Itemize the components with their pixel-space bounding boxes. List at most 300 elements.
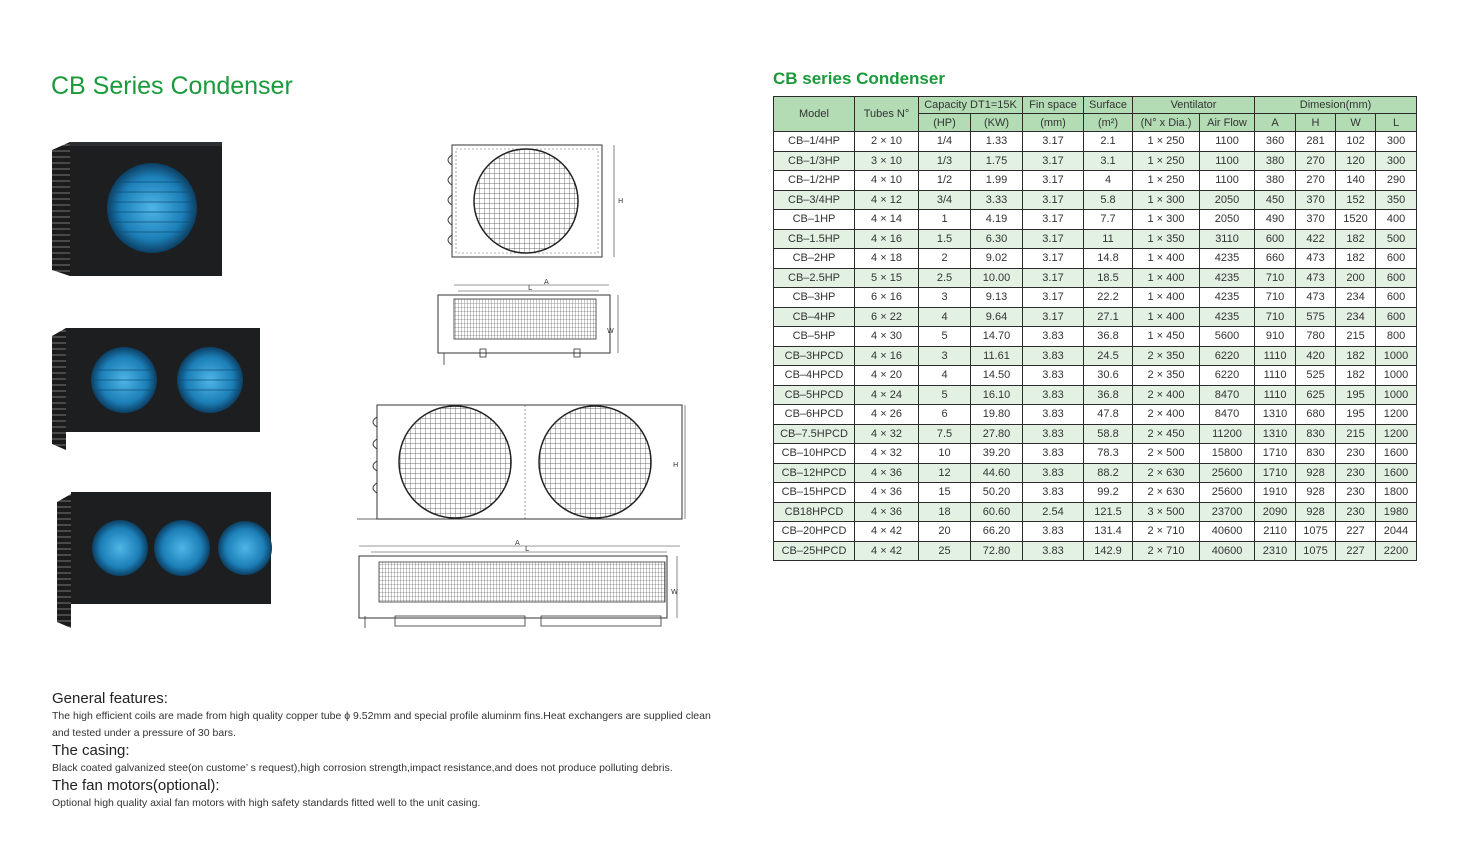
dim-label-a: A bbox=[515, 540, 520, 547]
subheader-h: H bbox=[1296, 114, 1336, 132]
table-cell: 1600 bbox=[1376, 463, 1417, 483]
subheader-w: W bbox=[1336, 114, 1376, 132]
table-cell: 380 bbox=[1255, 171, 1296, 191]
table-cell: 6220 bbox=[1200, 366, 1255, 386]
table-cell: 4235 bbox=[1200, 288, 1255, 308]
table-cell: 40600 bbox=[1200, 541, 1255, 561]
table-cell: 300 bbox=[1376, 151, 1417, 171]
table-cell: 1100 bbox=[1200, 151, 1255, 171]
table-cell: CB–1/4HP bbox=[774, 132, 855, 152]
table-cell: 928 bbox=[1296, 463, 1336, 483]
table-cell: 14.70 bbox=[971, 327, 1023, 347]
table-cell: 25 bbox=[919, 541, 971, 561]
table-cell: 10 bbox=[919, 444, 971, 464]
table-cell: 3 bbox=[919, 288, 971, 308]
table-cell: 1310 bbox=[1255, 424, 1296, 444]
table-row bbox=[774, 366, 1417, 386]
table-cell: 1 × 400 bbox=[1133, 268, 1200, 288]
double-fan-front-drawing bbox=[355, 403, 690, 525]
table-cell: 600 bbox=[1376, 268, 1417, 288]
table-cell: 600 bbox=[1376, 288, 1417, 308]
table-cell: 16.10 bbox=[971, 385, 1023, 405]
table-cell: 3.83 bbox=[1023, 366, 1084, 386]
table-cell: CB–4HPCD bbox=[774, 366, 855, 386]
table-cell: 4 × 30 bbox=[855, 327, 919, 347]
table-cell: 2.54 bbox=[1023, 502, 1084, 522]
feature-heading-fan-motors: The fan motors(optional): bbox=[52, 777, 220, 794]
table-cell: 3.83 bbox=[1023, 463, 1084, 483]
table-cell: 350 bbox=[1376, 190, 1417, 210]
table-cell: 1.33 bbox=[971, 132, 1023, 152]
table-cell: 270 bbox=[1296, 151, 1336, 171]
table-cell: 227 bbox=[1336, 522, 1376, 542]
table-cell: 3.17 bbox=[1023, 132, 1084, 152]
table-cell: 234 bbox=[1336, 288, 1376, 308]
table-cell: 182 bbox=[1336, 346, 1376, 366]
table-cell: 1910 bbox=[1255, 483, 1296, 503]
table-title: CB series Condenser bbox=[773, 69, 945, 88]
table-cell: 25600 bbox=[1200, 463, 1255, 483]
table-cell: 1 × 400 bbox=[1133, 249, 1200, 269]
table-cell: 1200 bbox=[1376, 405, 1417, 425]
table-cell: 4 bbox=[919, 366, 971, 386]
table-cell: 24.5 bbox=[1084, 346, 1133, 366]
table-cell: 6220 bbox=[1200, 346, 1255, 366]
table-cell: 195 bbox=[1336, 405, 1376, 425]
table-cell: CB–2HP bbox=[774, 249, 855, 269]
subheader-hp: (HP) bbox=[919, 114, 971, 132]
table-cell: 44.60 bbox=[971, 463, 1023, 483]
table-cell: 710 bbox=[1255, 307, 1296, 327]
table-cell: 22.2 bbox=[1084, 288, 1133, 308]
table-cell: 3.83 bbox=[1023, 346, 1084, 366]
table-cell: 40600 bbox=[1200, 522, 1255, 542]
table-cell: 1310 bbox=[1255, 405, 1296, 425]
header-surface: Surface bbox=[1084, 97, 1133, 114]
table-cell: 1100 bbox=[1200, 171, 1255, 191]
table-cell: 1000 bbox=[1376, 346, 1417, 366]
table-cell: 1/4 bbox=[919, 132, 971, 152]
table-cell: 5 × 15 bbox=[855, 268, 919, 288]
table-cell: 4 × 12 bbox=[855, 190, 919, 210]
table-row bbox=[774, 151, 1417, 171]
table-cell: 420 bbox=[1296, 346, 1336, 366]
table-cell: 5600 bbox=[1200, 327, 1255, 347]
table-cell: 47.8 bbox=[1084, 405, 1133, 425]
table-cell: 3.83 bbox=[1023, 385, 1084, 405]
table-row bbox=[774, 268, 1417, 288]
table-cell: CB–5HP bbox=[774, 327, 855, 347]
table-cell: 2044 bbox=[1376, 522, 1417, 542]
table-row bbox=[774, 463, 1417, 483]
table-cell: CB–3HPCD bbox=[774, 346, 855, 366]
table-row bbox=[774, 444, 1417, 464]
table-cell: 4 × 36 bbox=[855, 483, 919, 503]
table-cell: 142.9 bbox=[1084, 541, 1133, 561]
table-cell: 910 bbox=[1255, 327, 1296, 347]
table-body bbox=[774, 132, 1417, 561]
table-cell: 1000 bbox=[1376, 366, 1417, 386]
table-cell: 290 bbox=[1376, 171, 1417, 191]
table-row bbox=[774, 132, 1417, 152]
table-cell: 4 × 24 bbox=[855, 385, 919, 405]
table-cell: 182 bbox=[1336, 229, 1376, 249]
table-cell: 1075 bbox=[1296, 541, 1336, 561]
table-cell: 39.20 bbox=[971, 444, 1023, 464]
table-cell: 2 × 350 bbox=[1133, 346, 1200, 366]
table-cell: 1600 bbox=[1376, 444, 1417, 464]
table-cell: 370 bbox=[1296, 210, 1336, 230]
table-cell: 5 bbox=[919, 385, 971, 405]
table-row bbox=[774, 171, 1417, 191]
dim-label-l: L bbox=[525, 545, 529, 553]
table-cell: CB–3/4HP bbox=[774, 190, 855, 210]
feature-text-fan-motors: Optional high quality axial fan motors with high safety standards fitted well to the unit casing. bbox=[52, 797, 481, 809]
table-row bbox=[774, 424, 1417, 444]
table-cell: 1710 bbox=[1255, 463, 1296, 483]
table-cell: 12 bbox=[919, 463, 971, 483]
table-cell: CB–2.5HP bbox=[774, 268, 855, 288]
table-cell: 473 bbox=[1296, 268, 1336, 288]
table-cell: 195 bbox=[1336, 385, 1376, 405]
table-cell: 1 × 300 bbox=[1133, 210, 1200, 230]
table-cell: 1800 bbox=[1376, 483, 1417, 503]
table-cell: 6 × 22 bbox=[855, 307, 919, 327]
table-row bbox=[774, 210, 1417, 230]
table-cell: 20 bbox=[919, 522, 971, 542]
table-cell: 4 × 18 bbox=[855, 249, 919, 269]
table-cell: 25600 bbox=[1200, 483, 1255, 503]
table-cell: 1200 bbox=[1376, 424, 1417, 444]
table-cell: CB–7.5HPCD bbox=[774, 424, 855, 444]
table-cell: 928 bbox=[1296, 483, 1336, 503]
table-cell: 473 bbox=[1296, 249, 1336, 269]
table-cell: 9.02 bbox=[971, 249, 1023, 269]
dim-label-h: H bbox=[618, 197, 624, 205]
table-cell: 15800 bbox=[1200, 444, 1255, 464]
table-cell: 60.60 bbox=[971, 502, 1023, 522]
table-row bbox=[774, 307, 1417, 327]
table-cell: 30.6 bbox=[1084, 366, 1133, 386]
specification-table bbox=[773, 96, 1417, 561]
table-cell: 2.1 bbox=[1084, 132, 1133, 152]
table-cell: 27.80 bbox=[971, 424, 1023, 444]
page-title: CB Series Condenser bbox=[51, 72, 293, 100]
table-cell: 18 bbox=[919, 502, 971, 522]
table-cell: 9.64 bbox=[971, 307, 1023, 327]
table-cell: 4 bbox=[1084, 171, 1133, 191]
table-cell: 1 × 350 bbox=[1133, 229, 1200, 249]
header-ventilator: Ventilator bbox=[1133, 97, 1255, 114]
table-cell: 182 bbox=[1336, 366, 1376, 386]
table-cell: 3.1 bbox=[1084, 151, 1133, 171]
table-cell: 131.4 bbox=[1084, 522, 1133, 542]
dim-label-w: W bbox=[671, 588, 678, 596]
table-cell: 4 × 20 bbox=[855, 366, 919, 386]
table-cell: 3 × 500 bbox=[1133, 502, 1200, 522]
table-cell: 8470 bbox=[1200, 385, 1255, 405]
table-cell: 3.83 bbox=[1023, 483, 1084, 503]
table-cell: CB–3HP bbox=[774, 288, 855, 308]
table-cell: 3.17 bbox=[1023, 288, 1084, 308]
table-row bbox=[774, 327, 1417, 347]
dim-label-a: A bbox=[544, 279, 549, 286]
table-cell: 6 bbox=[919, 405, 971, 425]
table-cell: 2 × 630 bbox=[1133, 483, 1200, 503]
table-row bbox=[774, 541, 1417, 561]
table-cell: 3.17 bbox=[1023, 307, 1084, 327]
table-header-row bbox=[774, 97, 1417, 114]
table-cell: 230 bbox=[1336, 502, 1376, 522]
table-cell: 600 bbox=[1255, 229, 1296, 249]
table-cell: 14.50 bbox=[971, 366, 1023, 386]
double-fan-top-drawing bbox=[355, 540, 690, 632]
table-cell: CB–25HPCD bbox=[774, 541, 855, 561]
table-cell: 600 bbox=[1376, 249, 1417, 269]
table-cell: CB–15HPCD bbox=[774, 483, 855, 503]
table-cell: 1.5 bbox=[919, 229, 971, 249]
table-cell: 4 × 16 bbox=[855, 229, 919, 249]
table-cell: 2 × 350 bbox=[1133, 366, 1200, 386]
table-cell: 72.80 bbox=[971, 541, 1023, 561]
table-cell: 600 bbox=[1376, 307, 1417, 327]
header-tubes: Tubes N° bbox=[855, 97, 919, 132]
table-cell: 4235 bbox=[1200, 307, 1255, 327]
table-cell: 5.8 bbox=[1084, 190, 1133, 210]
table-cell: 11 bbox=[1084, 229, 1133, 249]
dim-label-l: L bbox=[528, 284, 532, 292]
table-cell: 1110 bbox=[1255, 385, 1296, 405]
table-cell: 4 × 42 bbox=[855, 522, 919, 542]
table-cell: 140 bbox=[1336, 171, 1376, 191]
table-cell: 2 bbox=[919, 249, 971, 269]
table-cell: 36.8 bbox=[1084, 327, 1133, 347]
table-cell: 2310 bbox=[1255, 541, 1296, 561]
table-cell: 525 bbox=[1296, 366, 1336, 386]
table-cell: 3.83 bbox=[1023, 405, 1084, 425]
table-cell: 2 × 450 bbox=[1133, 424, 1200, 444]
table-cell: 3.17 bbox=[1023, 249, 1084, 269]
table-cell: 400 bbox=[1376, 210, 1417, 230]
table-cell: CB–1.5HP bbox=[774, 229, 855, 249]
table-cell: 360 bbox=[1255, 132, 1296, 152]
table-cell: CB–1/2HP bbox=[774, 171, 855, 191]
subheader-kw: (KW) bbox=[971, 114, 1023, 132]
table-cell: 625 bbox=[1296, 385, 1336, 405]
table-cell: 281 bbox=[1296, 132, 1336, 152]
table-cell: 2 × 400 bbox=[1133, 385, 1200, 405]
table-cell: 36.8 bbox=[1084, 385, 1133, 405]
features-section bbox=[52, 690, 712, 812]
table-cell: 710 bbox=[1255, 268, 1296, 288]
table-cell: 182 bbox=[1336, 249, 1376, 269]
table-row bbox=[774, 385, 1417, 405]
subheader-l: L bbox=[1376, 114, 1417, 132]
table-cell: 230 bbox=[1336, 483, 1376, 503]
subheader-m2: (m²) bbox=[1084, 114, 1133, 132]
table-row bbox=[774, 405, 1417, 425]
table-cell: 152 bbox=[1336, 190, 1376, 210]
table-cell: 121.5 bbox=[1084, 502, 1133, 522]
subheader-dia: (N° x Dia.) bbox=[1133, 114, 1200, 132]
table-cell: 4 × 32 bbox=[855, 424, 919, 444]
header-capacity: Capacity DT1=15K bbox=[919, 97, 1023, 114]
table-cell: 1 × 400 bbox=[1133, 307, 1200, 327]
table-cell: 780 bbox=[1296, 327, 1336, 347]
table-cell: 1 × 250 bbox=[1133, 151, 1200, 171]
table-cell: 2110 bbox=[1255, 522, 1296, 542]
table-cell: 1110 bbox=[1255, 346, 1296, 366]
table-cell: 830 bbox=[1296, 444, 1336, 464]
table-cell: 215 bbox=[1336, 424, 1376, 444]
table-cell: 78.3 bbox=[1084, 444, 1133, 464]
condenser-photo-triple-fan bbox=[57, 492, 273, 632]
table-cell: 3.83 bbox=[1023, 424, 1084, 444]
table-cell: 3 bbox=[919, 346, 971, 366]
table-cell: 2050 bbox=[1200, 190, 1255, 210]
table-cell: 4 × 16 bbox=[855, 346, 919, 366]
table-cell: CB–10HPCD bbox=[774, 444, 855, 464]
table-cell: 1.99 bbox=[971, 171, 1023, 191]
table-cell: 2090 bbox=[1255, 502, 1296, 522]
table-cell: CB–20HPCD bbox=[774, 522, 855, 542]
subheader-airflow: Air Flow bbox=[1200, 114, 1255, 132]
subheader-mm: (mm) bbox=[1023, 114, 1084, 132]
table-cell: 4 × 26 bbox=[855, 405, 919, 425]
table-cell: 1110 bbox=[1255, 366, 1296, 386]
table-cell: 3.17 bbox=[1023, 268, 1084, 288]
table-cell: 1/3 bbox=[919, 151, 971, 171]
condenser-photo-double-fan bbox=[52, 328, 262, 452]
table-cell: 5 bbox=[919, 327, 971, 347]
table-cell: 3.17 bbox=[1023, 210, 1084, 230]
table-cell: 102 bbox=[1336, 132, 1376, 152]
table-cell: 99.2 bbox=[1084, 483, 1133, 503]
table-cell: 3.17 bbox=[1023, 190, 1084, 210]
table-cell: 11200 bbox=[1200, 424, 1255, 444]
table-cell: 370 bbox=[1296, 190, 1336, 210]
table-cell: 300 bbox=[1376, 132, 1417, 152]
table-cell: 1 bbox=[919, 210, 971, 230]
table-cell: 2 × 400 bbox=[1133, 405, 1200, 425]
table-cell: 1520 bbox=[1336, 210, 1376, 230]
table-cell: CB–6HPCD bbox=[774, 405, 855, 425]
table-cell: 830 bbox=[1296, 424, 1336, 444]
table-cell: 4235 bbox=[1200, 249, 1255, 269]
table-cell: 500 bbox=[1376, 229, 1417, 249]
dim-label-w: W bbox=[607, 327, 614, 335]
table-cell: 710 bbox=[1255, 288, 1296, 308]
table-row bbox=[774, 502, 1417, 522]
table-cell: 3.33 bbox=[971, 190, 1023, 210]
table-cell: 660 bbox=[1255, 249, 1296, 269]
table-cell: 3110 bbox=[1200, 229, 1255, 249]
table-cell: 575 bbox=[1296, 307, 1336, 327]
condenser-photo-single-fan bbox=[52, 142, 224, 278]
table-cell: 10.00 bbox=[971, 268, 1023, 288]
table-cell: 3.17 bbox=[1023, 151, 1084, 171]
table-cell: 23700 bbox=[1200, 502, 1255, 522]
table-cell: 234 bbox=[1336, 307, 1376, 327]
table-cell: 15 bbox=[919, 483, 971, 503]
table-cell: 800 bbox=[1376, 327, 1417, 347]
table-cell: 2 × 10 bbox=[855, 132, 919, 152]
table-cell: 3.17 bbox=[1023, 171, 1084, 191]
table-cell: 2200 bbox=[1376, 541, 1417, 561]
table-row bbox=[774, 346, 1417, 366]
table-cell: 1075 bbox=[1296, 522, 1336, 542]
table-cell: 422 bbox=[1296, 229, 1336, 249]
table-row bbox=[774, 190, 1417, 210]
table-cell: 2 × 500 bbox=[1133, 444, 1200, 464]
table-cell: 1/2 bbox=[919, 171, 971, 191]
table-cell: 18.5 bbox=[1084, 268, 1133, 288]
table-cell: CB–5HPCD bbox=[774, 385, 855, 405]
dim-label-h: H bbox=[673, 461, 679, 469]
table-cell: 450 bbox=[1255, 190, 1296, 210]
feature-heading-casing: The casing: bbox=[52, 742, 130, 759]
table-cell: 4 bbox=[919, 307, 971, 327]
table-cell: 6 × 16 bbox=[855, 288, 919, 308]
feature-text-casing: Black coated galvanized stee(on custome’ s request),high corrosion strength,impact resistance,and does not produce polluting debris. bbox=[52, 762, 673, 774]
table-cell: 2050 bbox=[1200, 210, 1255, 230]
table-row bbox=[774, 483, 1417, 503]
table-cell: 7.7 bbox=[1084, 210, 1133, 230]
table-cell: 490 bbox=[1255, 210, 1296, 230]
table-cell: 473 bbox=[1296, 288, 1336, 308]
table-cell: 380 bbox=[1255, 151, 1296, 171]
table-cell: 4 × 32 bbox=[855, 444, 919, 464]
table-cell: 4 × 36 bbox=[855, 463, 919, 483]
table-row bbox=[774, 288, 1417, 308]
table-cell: 8470 bbox=[1200, 405, 1255, 425]
single-fan-top-drawing bbox=[434, 279, 624, 369]
table-cell: 1710 bbox=[1255, 444, 1296, 464]
table-cell: CB–12HPCD bbox=[774, 463, 855, 483]
table-cell: 4 × 36 bbox=[855, 502, 919, 522]
table-cell: 3/4 bbox=[919, 190, 971, 210]
table-cell: 1 × 300 bbox=[1133, 190, 1200, 210]
table-cell: 3.17 bbox=[1023, 229, 1084, 249]
table-cell: 4 × 14 bbox=[855, 210, 919, 230]
table-cell: 230 bbox=[1336, 463, 1376, 483]
table-cell: 230 bbox=[1336, 444, 1376, 464]
table-cell: 3.83 bbox=[1023, 444, 1084, 464]
header-model: Model bbox=[774, 97, 855, 132]
table-cell: 3.83 bbox=[1023, 522, 1084, 542]
table-cell: 2 × 710 bbox=[1133, 541, 1200, 561]
table-cell: CB–4HP bbox=[774, 307, 855, 327]
table-cell: 1 × 250 bbox=[1133, 171, 1200, 191]
table-cell: 11.61 bbox=[971, 346, 1023, 366]
table-cell: 9.13 bbox=[971, 288, 1023, 308]
table-cell: 227 bbox=[1336, 541, 1376, 561]
feature-heading-general: General features: bbox=[52, 690, 168, 707]
table-cell: 27.1 bbox=[1084, 307, 1133, 327]
table-cell: 4 × 42 bbox=[855, 541, 919, 561]
table-cell: 50.20 bbox=[971, 483, 1023, 503]
table-cell: 1.75 bbox=[971, 151, 1023, 171]
table-cell: 928 bbox=[1296, 502, 1336, 522]
table-cell: 2 × 710 bbox=[1133, 522, 1200, 542]
table-cell: 4 × 10 bbox=[855, 171, 919, 191]
header-dimension: Dimesion(mm) bbox=[1255, 97, 1417, 114]
table-cell: CB18HPCD bbox=[774, 502, 855, 522]
table-cell: 14.8 bbox=[1084, 249, 1133, 269]
table-cell: 1000 bbox=[1376, 385, 1417, 405]
header-fin-space: Fin space bbox=[1023, 97, 1084, 114]
table-cell: 1980 bbox=[1376, 502, 1417, 522]
